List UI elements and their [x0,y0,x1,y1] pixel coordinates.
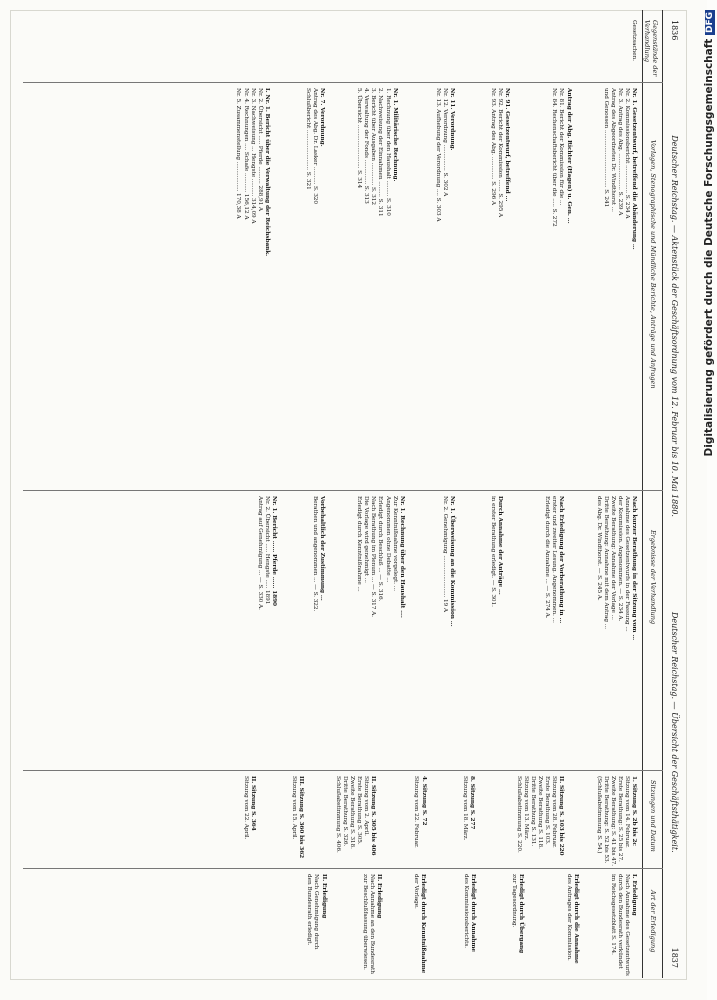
entry-block [594,776,637,867]
entry-line: II. Sitzung S. 305 bis 406 [370,776,377,856]
entry-line: III. Sitzung S. 360 bis 362 [297,776,304,859]
entry-line: 4. Verwaltung der Fonds .............. S. 313 [363,88,370,204]
entry-line: erster und zweiter Lesung. Angenommen. ... [551,496,558,623]
entry-line: 2. Nachweisung der Einnahmen ......... S. 311 [377,88,384,217]
column-rule [23,82,663,83]
entry-block [311,496,325,764]
entry-line: Nr. 1. Bericht ...... Pferde ...... 1890 [270,496,277,606]
entry-line: Nr. 93. Antrag des Abg. ............. S. 296 A [490,88,497,205]
entry-line: 8. Sitzung S. 277 [468,776,475,830]
entry-line: Nr. 2. Übersicht ..... Hengste ..... 1891 [263,496,270,605]
entry-line: Zweite Berathung: S. 41 bis 47. [609,776,616,867]
column-ergebnisse [246,496,637,764]
entry-block [412,874,426,974]
entry-line: Nr. 3. Nachweisung ... Hengste .......... 314,09 A [249,88,256,224]
entry-line: Erledigt durch Beschluß ... — S. 316. [377,496,384,602]
center-fold-rule [23,490,663,491]
entry-line: der Kommission. Angenommen. — S. 234 A. [616,496,623,622]
entry-line: Angenommen ohne Debatte ... [384,496,391,583]
entry-line: Antrag der Abg. Richter (Hagen) u. Gen. ... [565,88,572,224]
entry-line: Sitzung vom 28. Februar. [551,776,558,848]
column-rule [23,770,663,771]
entry-line: durch den Bundesrath verkündet [616,874,623,969]
entry-line: Sitzung vom 14. Februar. [623,776,630,848]
entry-line: Vorbehaltlich der Zustimmung ... [319,496,326,601]
entry-line: Sitzung vom 22. April. [242,776,249,840]
entry-line: Zur Kenntnißnahme vorgelegt. ... [391,496,398,591]
entry-line: Nr. 3. Antrag des Abg. ..................... S. 239 A [616,88,623,216]
entry-line: Nr. 2. Kommissionsbericht ................ S. 234 A [623,88,630,219]
entry-line: Nr. 92. Bericht der Kommission ....... S. 295 A [497,88,504,218]
entry-block [510,874,524,974]
entry-line: des Abg. Dr. Windthorst. — S. 245 A. [595,496,602,601]
entry-line: des Kommissionsberichts. [463,874,470,948]
right-page-number: 1837 [670,947,679,968]
entry-line: II. Erledigung [375,874,382,919]
entry-line: Dritte Berathung S. 131. [530,776,537,847]
entry-line: der Vorlage. [412,874,419,909]
entry-line: I. Nr. 1. Bericht über die Verwaltung der Reichsbank. [263,88,270,257]
entry-line: II. Sitzung S. 364 [249,776,256,831]
entry-block [594,496,637,764]
entry-line: Nr. 2. Genehmigung ........................ 19 A [441,496,448,612]
entry-line: Nach Genehmigung durch [313,874,320,950]
entry-line: Nach kurzer Berathung in der Sitzung vom ... [631,496,637,641]
entry-block [515,776,565,864]
entry-line: Nr. 91. Gesetzentwurf, betreffend ... [504,88,511,202]
entry-line: in erster Berathung erledigt. — S. 301. [490,496,497,607]
entry-line: Nr. 4. Rechnungen .... Schafe ........... 156,12 A [242,88,249,220]
column-gegenstaende [630,20,637,80]
entry-line: Nr. 1. Rechnung über den Haushalt .... [398,496,405,618]
entry-line: 4. Sitzung S. 72 [420,776,427,826]
column-head-sitzungen: Sitzungen und Datum [649,780,657,852]
entry-line: 5. Übersicht ......................... S. 314 [356,88,363,189]
entry-line: den Bundesrath erledigt. [306,874,313,946]
entry-line: 3. Bericht über Ausgaben ............. S. 312 [370,88,377,205]
rotated-document [15,10,683,978]
entry-block [304,88,325,484]
entry-line: Schlußabstimmung S. 406. [334,776,341,853]
entry-line: Antrag des Abg. Dr. Lasker .......... S. 320 [312,88,319,204]
entry-line: Zweite Berathung: Annahme der Vorlage ... [609,496,616,620]
entry-line: Nr. 84. Rechenschaftsbericht über die ..... S. 272 [551,88,558,227]
entry-block [602,88,637,484]
digitization-text: Digitalisierung gefördert durch die Deutsche Forschungsgemeinschaft [703,38,715,457]
left-title: Deutscher Reichstag. — Aktenstück der Geschäftsordnung vom 12. Februar bis 10. Mai 1880. [670,135,679,517]
entry-line: Sitzung vom 13. März. [522,776,529,841]
entry-line: Antrag auf Genehmigung ... — S. 330 A. [256,496,263,610]
entry-line: Nr. 11. Verordnung. [448,88,455,151]
entry-line: Erledigt durch Übergang [518,874,525,954]
entry-line: Erste Berathung S. 103. [544,776,551,845]
entry-line: Sitzung vom 22. Februar. [413,776,420,848]
column-sitzungen [231,776,637,867]
header-rule [662,10,663,978]
entry-line: Nr. 1. Gesetzentwurf, betreffend die Abänderung ... [631,88,637,250]
entry-block [361,874,382,974]
entry-block [334,776,377,864]
entry-block [412,776,426,864]
entry-block [462,874,476,974]
entry-block [441,496,455,764]
column-rule [23,868,663,869]
entry-line: Nach Annahme des Gesetzentwurfs [623,874,630,976]
page-header [663,20,679,968]
entry-line: II. Erledigung [320,874,327,919]
entry-block [543,496,564,764]
entry-block [290,776,304,864]
entry-line: zur Tagesordnung. [511,874,518,928]
column-head-gegenstaende: Gegenstände der Verhandlung [643,20,659,77]
entry-line: Nach Berathung im Plenum ... — S. 317 A. [370,496,377,617]
column-head-vorlagen: Vorlagen, Stenographische und Mündliche Berichte, Anträge und Anfragen [649,140,657,389]
entry-line: Berathen und angenommen ... — S. 322. [312,496,319,612]
section-label: Gesetzsachen. [631,20,637,61]
entry-line: Antrag des Abgeordneten Dr. Windthorst ... [609,88,616,212]
digitization-banner [689,10,715,978]
entry-line: Nr. 13. Aufhebung der Verordnung .... S. 303 A [434,88,441,222]
entry-line: und Genossen ................................. S. 241 [602,88,609,208]
entry-line: (Schlußabstimmung S. 54.) [595,776,602,854]
column-vorlagen [224,88,637,484]
left-page-number: 1836 [670,20,679,41]
entry-line: Nr. 81. Bericht der Kommission für die ... [558,88,565,206]
entry-line: Sitzung vom 15. April. [290,776,297,840]
entry-line: Nr. 2. Übersicht ..... Pferde .......... 288,91 A [256,88,263,212]
entry-line: Zweite Berathung S. 118. [537,776,544,849]
entry-line: Sitzung vom 18. März. [461,776,468,841]
entry-line: Sitzung vom 2. April. [363,776,370,836]
entry-line: Schlußabstimmung S. 220. [515,776,522,853]
entry-block [434,88,455,484]
entry-block [241,776,255,864]
column-erledigung [295,874,637,974]
entry-line: Durch Annahme der Anträge ... [497,496,504,595]
entry-line: Nr. 12. Verordnung ............... S. 302 A [441,88,448,197]
entry-line: im Reichsgesetzblatt S. 174. [609,874,616,955]
entry-line: Die Vorlage wird genehmigt ... [363,496,370,583]
column-head-rule [642,10,643,978]
entry-block [234,88,269,484]
entry-line: I. Erledigung [631,874,637,916]
entry-line: Erste Berathung S. 305. [356,776,363,845]
entry-line: Erledigt durch die Annahme ... — S. 274 A. [544,496,551,619]
entry-line: Nr. 7. Verordnung. [319,88,326,147]
entry-line: des Antrages der Kommission. [565,874,572,961]
dfg-logo: DFG [705,12,715,34]
entry-line: Nach Erledigung der Vorberathung in ... [558,496,565,624]
entry-line: Schlußbericht ....................... S. 321 [304,88,311,190]
entry-block [609,874,637,974]
entry-line: Nach Annahme an den Bundesrath [368,874,375,974]
entry-line: Nr. 5. Zusammenstellung ................. 170,38 A [235,88,242,219]
entry-block [461,776,475,864]
entry-line: Dritte Berathung: Annahme mit dem Antrag ... [602,496,609,629]
entry-block [564,874,578,974]
entry-line: II. Sitzung S. 103 bis 220 [558,776,565,856]
entry-line: Erledigt durch die Annahme [572,874,579,964]
entry-block [355,88,398,484]
entry-line: Nr. 1. Überweisung an die Kommission ... [448,496,455,627]
entry-line: zur Beschlußfassung überwiesen. [361,874,368,970]
entry-line: 1. Sitzung S. 2b bis 2c [631,776,637,846]
entry-line: Erledigt durch Annahme [470,874,477,952]
entry-block [355,496,405,764]
entry-line: Dritte Berathung S. 326. [342,776,349,847]
entry-block [489,496,503,764]
entry-line: Dritte Berathung: S. 52 bis 53. [602,776,609,864]
entry-line: Annahme des Gesetzentwurfs in der Fassung ... [623,496,630,632]
entry-line: 1. Rechnung über den Haushalt ......... S. 310 [384,88,391,216]
column-head-erledigung: Art der Erledigung [649,890,657,953]
entry-line: Nr. 1. Militärische Rechnung. [391,88,398,182]
entry-block [489,88,510,484]
entry-line: Erledigt durch Kenntnißnahme ... [356,496,363,592]
right-title: Deutscher Reichstag. — Übersicht der Geschäftsthätigkeit. [670,611,679,853]
entry-line: Erste Berathung: S. 25 bis 27. [616,776,623,862]
entry-block [305,874,326,974]
entry-block [550,88,571,484]
column-head-ergebnisse: Ergebnisse der Verhandlung [649,530,657,625]
entry-line: Erledigt durch Kenntnißnahme [420,874,427,974]
entry-block [256,496,277,764]
entry-line: Zweite Berathung S. 318. [349,776,356,849]
